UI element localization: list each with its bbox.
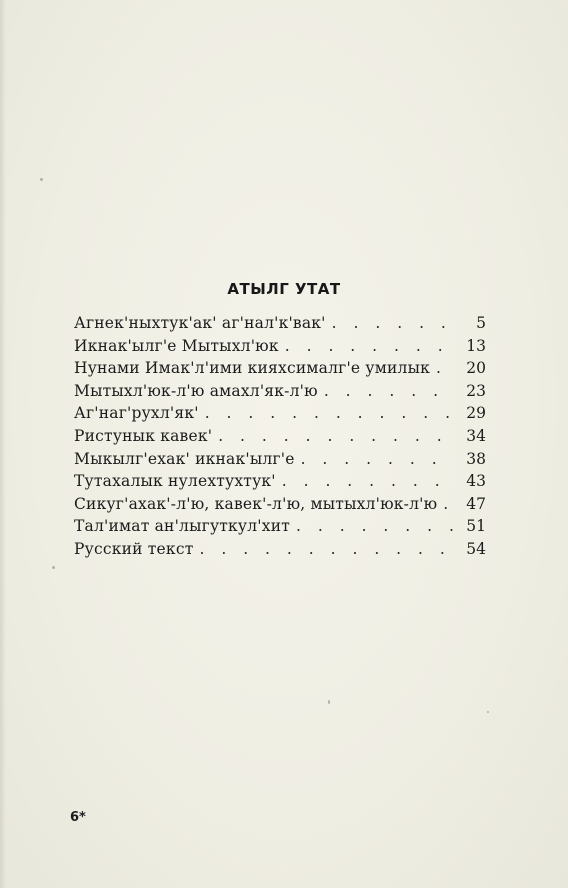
toc-entry — [74, 357, 486, 380]
toc-entry-title: Тутахалык нулехтухтук' — [74, 472, 276, 491]
toc-entry — [74, 470, 486, 493]
paper-speck — [40, 178, 43, 181]
toc-entry-page: 43 — [466, 472, 486, 491]
toc-entry-page: 29 — [466, 404, 486, 423]
toc-leader-dots — [443, 493, 454, 516]
toc-entry — [74, 448, 486, 471]
paper-speck — [52, 566, 55, 569]
toc-entry-title: Мыкылг'ехак' икнак'ылг'е — [74, 449, 295, 468]
toc-entry — [74, 312, 486, 335]
toc-leader-dots — [301, 448, 454, 471]
toc-entry — [74, 493, 486, 516]
toc-entry — [74, 335, 486, 358]
toc-entry-page: 38 — [466, 449, 486, 468]
toc-entry-page: 47 — [466, 494, 486, 513]
toc-leader-dots — [436, 357, 454, 380]
toc-leader-dots — [296, 515, 454, 538]
toc-entry-page: 5 — [476, 314, 486, 332]
toc-leader-dots — [324, 380, 454, 403]
toc-entry — [74, 425, 486, 448]
toc-entry — [74, 538, 486, 561]
toc-entry-title: Икнак'ылг'е Мытыхл'юк — [74, 336, 279, 355]
signature-mark: 6* — [70, 810, 86, 825]
table-of-contents — [74, 312, 486, 561]
toc-entry-page: 51 — [466, 517, 486, 536]
toc-entry-title: Нунами Имак'л'ими кияхсималг'е умилык — [74, 359, 430, 378]
toc-entry — [74, 402, 486, 425]
contents-heading: АТЫЛГ УТАТ — [227, 280, 341, 298]
toc-entry-title: Тал'имат ан'лыгуткул'хит — [74, 517, 291, 536]
page-edge-shadow — [0, 0, 6, 888]
toc-entry-page: 34 — [466, 426, 486, 445]
toc-leader-dots — [218, 425, 454, 448]
toc-leader-dots — [205, 402, 454, 425]
toc-entry-page: 23 — [466, 381, 486, 400]
toc-entry-title: Русский текст — [74, 539, 194, 558]
toc-entry-title: Мытыхл'юк-л'ю амахл'як-л'ю — [74, 381, 318, 400]
toc-entry-title: Сикуг'ахак'-л'ю, кавек'-л'ю, мытыхл'юк-л'ю — [74, 494, 438, 513]
toc-entry-page: 54 — [466, 539, 486, 558]
toc-entry-title: Ристунык кавек' — [74, 426, 213, 445]
toc-entry — [74, 380, 486, 403]
toc-entry-title: Агнек'ныхтук'ак' аг'нал'к'вак' — [74, 314, 326, 332]
paper-speck — [328, 700, 330, 704]
toc-leader-dots — [285, 335, 454, 358]
toc-entry-page: 13 — [466, 336, 486, 355]
toc-leader-dots — [282, 470, 454, 493]
toc-entry-page: 20 — [466, 359, 486, 378]
toc-leader-dots — [199, 538, 454, 561]
paper-speck — [487, 711, 489, 713]
toc-entry-title: Аг'наг'рухл'як' — [74, 404, 199, 423]
toc-leader-dots — [332, 312, 454, 335]
toc-entry — [74, 515, 486, 538]
